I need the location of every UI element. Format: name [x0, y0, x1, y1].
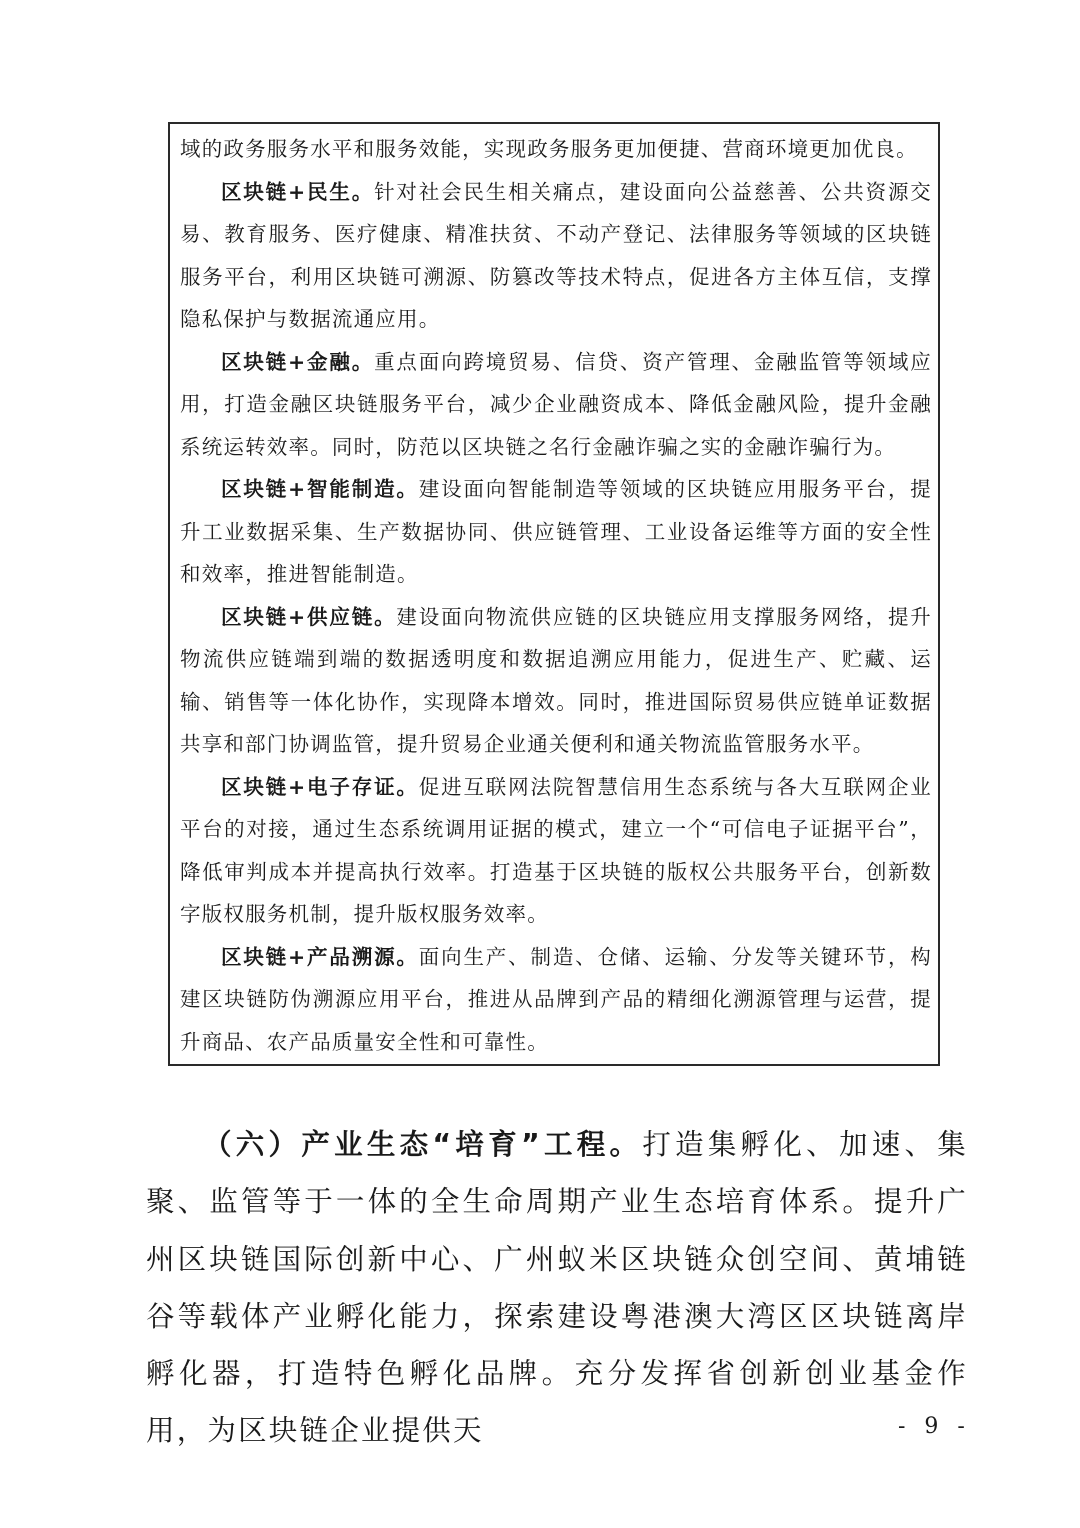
box-item-livelihood: [180, 171, 932, 341]
item-title: 区块链+金融。: [221, 349, 375, 374]
box-item-traceability: [180, 936, 932, 1064]
item-text: 重点面向跨境贸易、信贷、资产管理、金融监管等领域应用，打造金融区块链服务平台，减少企业融资成本、降低金融风险，提升金融系统运转效率。同时，防范以区块链之名行金融诈骗之实的金融诈骗行为。: [180, 349, 932, 459]
item-text: 针对社会民生相关痛点，建设面向公益慈善、公共资源交易、教育服务、医疗健康、精准扶贫、不动产登记、法律服务等领域的区块链服务平台，利用区块链可溯源、防篡改等技术特点，促进各方主体互信，支撑隐私保护与数据流通应用。: [180, 179, 932, 331]
section-title: （六）产业生态“培育”工程。: [203, 1128, 643, 1161]
item-text: 建设面向智能制造等领域的区块链应用服务平台，提升工业数据采集、生产数据协同、供应链管理、工业设备运维等方面的安全性和效率，推进智能制造。: [180, 477, 932, 586]
box-item-finance: [180, 341, 932, 469]
section-paragraph: [146, 1116, 968, 1460]
item-title: 区块链+供应链。: [221, 604, 397, 629]
item-title: 区块链+电子存证。: [221, 774, 419, 799]
item-title: 区块链+民生。: [221, 179, 375, 204]
box-lead-in: 域的政务服务水平和服务效能，实现政务服务更加便捷、营商环境更加优良。: [180, 137, 918, 161]
page-number: - 9 -: [898, 1414, 971, 1439]
section-body: [146, 1116, 968, 1460]
item-title: 区块链+产品溯源。: [221, 944, 419, 969]
box-item-smart-manufacturing: [180, 468, 932, 596]
item-text: 面向生产、制造、仓储、运输、分发等关键环节，构建区块链防伪溯源应用平台，推进从品牌到产品的精细化溯源管理与运营，提升商品、农产品质量安全性和可靠性。: [180, 944, 932, 1054]
box-item-supply-chain: [180, 596, 932, 766]
item-title: 区块链+智能制造。: [221, 477, 419, 501]
box-item-e-evidence: [180, 766, 932, 936]
item-text: 建设面向物流供应链的区块链应用支撑服务网络，提升物流供应链端到端的数据透明度和数据追溯应用能力，促进生产、贮藏、运输、销售等一体化协作，实现降本增效。同时，推进国际贸易供应链单证数据共享和部门协调监管，提升贸易企业通关便利和通关物流监管服务水平。: [180, 604, 932, 756]
box-content: [180, 128, 932, 1063]
section-text: 打造集孵化、加速、集聚、监管等于一体的全生命周期产业生态培育体系。提升广州区块链国际创新中心、广州蚁米区块链众创空间、黄埔链谷等载体产业孵化能力，探索建设粤港澳大湾区区块链离岸孵化器，打造特色孵化品牌。充分发挥省创新创业基金作用，为区块链企业提供天: [146, 1128, 968, 1448]
item-text: 促进互联网法院智慧信用生态系统与各大互联网企业平台的对接，通过生态系统调用证据的模式，建立一个“可信电子证据平台”，降低审判成本并提高执行效率。打造基于区块链的版权公共服务平台，创新数字版权服务机制，提升版权服务效率。: [180, 774, 932, 926]
